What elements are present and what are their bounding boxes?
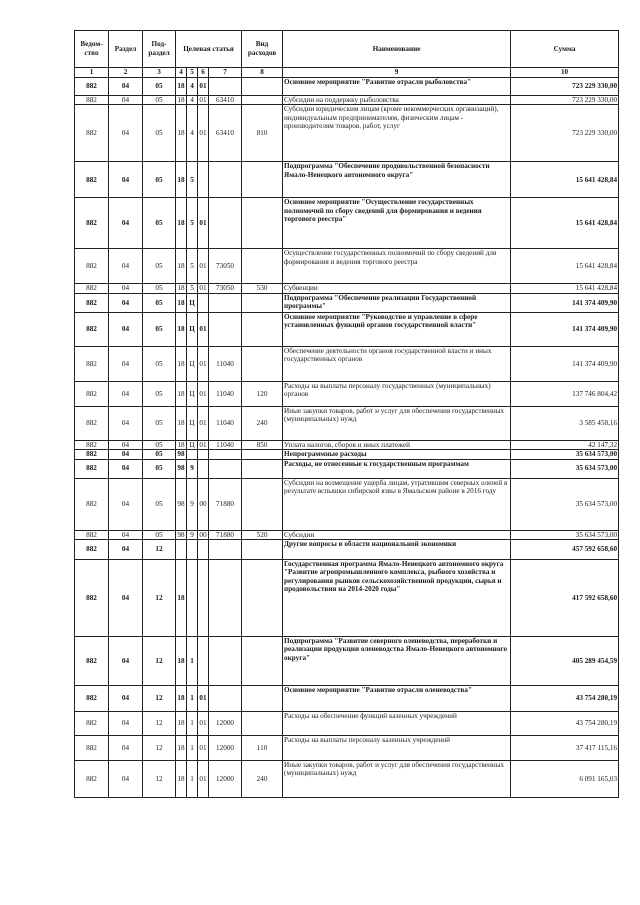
direction-cell: 12000 <box>209 712 242 736</box>
podrazdel-cell: 12 <box>143 686 176 712</box>
summa-cell: 137 746 804,42 <box>511 381 619 406</box>
event-cell: 01 <box>198 406 209 440</box>
program-cell: 18 <box>176 712 187 736</box>
table-row <box>75 284 619 293</box>
summa-cell: 15 641 428,84 <box>511 249 619 284</box>
naimenovanie-cell: Субсидии <box>283 530 511 539</box>
program-cell: 18 <box>176 162 187 198</box>
summa-cell: 15 641 428,84 <box>511 198 619 249</box>
vid-raskhodov-cell: 120 <box>242 381 283 406</box>
vedomstvo-cell: 882 <box>75 686 109 712</box>
direction-cell: 73050 <box>209 249 242 284</box>
table-row <box>75 478 619 530</box>
subprogram-cell: 9 <box>187 459 198 478</box>
program-cell: 18 <box>177 284 185 293</box>
naimenovanie-cell: Расходы на выплаты персоналу государственных (муниципальных) органов <box>283 381 511 406</box>
summa-cell: 35 634 573,00 <box>511 530 619 539</box>
event-cell: 01 <box>198 736 209 761</box>
column-index: 2 <box>109 68 143 78</box>
naimenovanie-cell: Другие вопросы в области национальной экономики <box>283 540 511 560</box>
vid-raskhodov-cell <box>242 478 283 530</box>
table-row <box>75 459 619 478</box>
podrazdel-cell: 12 <box>143 736 176 761</box>
column-index: 4 <box>176 68 187 78</box>
podrazdel-cell: 05 <box>143 450 176 459</box>
podrazdel-cell: 05 <box>143 284 176 293</box>
vedomstvo-cell: 882 <box>75 162 109 198</box>
razdel-cell: 04 <box>109 381 143 406</box>
column-index-row <box>75 68 619 78</box>
vid-raskhodov-cell <box>242 686 283 712</box>
direction-cell: 63410 <box>209 105 242 162</box>
naimenovanie-cell: Подпрограмма "Обеспечение продовольственной безопасности Ямало-Ненецкого автономного округа" <box>283 162 511 198</box>
table-row <box>75 162 619 198</box>
naimenovanie-cell: Иные закупки товаров, работ и услуг для обеспечения государственных (муниципальных) нужд <box>283 406 511 440</box>
column-index: 10 <box>511 68 619 78</box>
subprogram-cell: 9 <box>187 530 198 539</box>
podrazdel-cell: 12 <box>143 540 176 560</box>
direction-cell: 11040 <box>209 440 242 449</box>
razdel-cell: 04 <box>109 312 143 346</box>
razdel-cell: 04 <box>109 637 143 686</box>
podrazdel-cell: 05 <box>143 440 176 449</box>
podrazdel-cell: 05 <box>143 406 176 440</box>
header-razdel: Раздел <box>109 31 143 68</box>
razdel-cell: 04 <box>109 530 143 539</box>
naimenovanie-cell: Субсидии на поддержку рыболовства <box>283 96 511 105</box>
table-row <box>75 381 619 406</box>
podrazdel-cell: 05 <box>143 346 176 381</box>
vid-raskhodov-cell <box>242 459 283 478</box>
subprogram-cell: 5 <box>187 249 198 284</box>
event-cell: 01 <box>198 105 209 162</box>
direction-cell <box>209 686 242 712</box>
event-cell <box>198 162 209 198</box>
podrazdel-cell: 05 <box>143 381 176 406</box>
program-cell: 18 <box>176 736 187 761</box>
razdel-cell: 04 <box>109 440 143 449</box>
summa-cell: 15 641 428,84 <box>511 162 619 198</box>
subprogram-cell: 1 <box>187 637 198 686</box>
program-cell: 18 <box>176 560 187 637</box>
direction-cell <box>209 293 242 312</box>
table-row <box>75 78 619 96</box>
subprogram-cell: 4 <box>187 96 198 105</box>
vedomstvo-cell: 882 <box>75 312 109 346</box>
direction-cell: 11040 <box>209 381 242 406</box>
table-header-row <box>75 31 619 68</box>
summa-cell: 15 641 428,84 <box>511 284 619 293</box>
summa-cell: 43 754 280,19 <box>511 712 619 736</box>
program-cell: 18 <box>176 105 187 162</box>
podrazdel-cell: 05 <box>143 459 176 478</box>
vedomstvo-cell: 882 <box>75 284 109 293</box>
event-cell <box>198 293 209 312</box>
naimenovanie-cell: Основное мероприятие "Осуществление государственных полномочий по сбору сведений для формирования и ведения торгового реестра" <box>283 198 511 249</box>
razdel-cell: 04 <box>109 284 143 293</box>
podrazdel-cell: 12 <box>143 712 176 736</box>
naimenovanie-cell: Субсидии юридическим лицам (кроме некоммерческих организаций), индивидуальным предпринимателям, физическим лицам - производителям товаров, работ, услуг <box>283 105 511 162</box>
podrazdel-cell: 12 <box>143 560 176 637</box>
program-cell: 18 <box>176 637 187 686</box>
vid-raskhodov-cell: 240 <box>242 406 283 440</box>
direction-cell: 71880 <box>209 478 242 530</box>
podrazdel-cell: 05 <box>143 293 176 312</box>
column-index: 8 <box>242 68 283 78</box>
podrazdel-cell: 05 <box>143 530 176 539</box>
event-cell: 00 <box>198 478 209 530</box>
event-cell: 01 <box>198 381 209 406</box>
table-row <box>75 761 619 798</box>
header-vedomstvo: Ведом-ство <box>75 31 109 68</box>
event-cell: 01 <box>198 78 209 96</box>
vedomstvo-cell: 882 <box>75 478 109 530</box>
vedomstvo-cell: 882 <box>75 450 109 459</box>
table-row <box>75 736 619 761</box>
table-row <box>75 530 619 539</box>
naimenovanie-cell: Обеспечение деятельности органов государственной власти и иных государственных органов <box>283 346 511 381</box>
vid-raskhodov-cell: 810 <box>242 105 283 162</box>
program-cell: 18 <box>176 346 187 381</box>
table-row <box>75 406 619 440</box>
event-cell: 01 <box>198 249 209 284</box>
program-cell: 18 <box>177 440 185 449</box>
vedomstvo-cell: 882 <box>75 293 109 312</box>
vedomstvo-cell: 882 <box>75 459 109 478</box>
direction-cell: 63410 <box>209 96 242 105</box>
razdel-cell: 04 <box>109 686 143 712</box>
program-cell: 18 <box>176 686 187 712</box>
vid-raskhodov-cell: 520 <box>242 530 283 539</box>
subprogram-cell: 5 <box>187 198 198 249</box>
vedomstvo-cell: 882 <box>75 712 109 736</box>
table-row <box>75 96 619 105</box>
summa-cell: 37 417 115,16 <box>511 736 619 761</box>
podrazdel-cell: 05 <box>143 198 176 249</box>
summa-cell: 35 634 573,00 <box>511 478 619 530</box>
program-cell: 18 <box>176 761 187 798</box>
podrazdel-cell: 05 <box>143 78 176 96</box>
razdel-cell: 04 <box>109 540 143 560</box>
vedomstvo-cell: 882 <box>75 381 109 406</box>
event-cell: 01 <box>199 284 207 293</box>
table-row <box>75 346 619 381</box>
table-row <box>75 686 619 712</box>
podrazdel-cell: 05 <box>143 96 176 105</box>
column-index: 6 <box>198 68 209 78</box>
column-index: 3 <box>143 68 176 78</box>
vedomstvo-cell: 882 <box>75 637 109 686</box>
razdel-cell: 04 <box>109 560 143 637</box>
vid-raskhodov-cell <box>242 78 283 96</box>
header-podrazdel: Под-раздел <box>143 31 176 68</box>
vedomstvo-cell: 882 <box>75 736 109 761</box>
event-cell: 00 <box>199 530 207 539</box>
summa-cell: 723 229 330,00 <box>511 105 619 162</box>
direction-cell <box>209 198 242 249</box>
vid-raskhodov-cell <box>242 540 283 560</box>
razdel-cell: 04 <box>109 78 143 96</box>
event-cell <box>198 450 209 459</box>
razdel-cell: 04 <box>109 761 143 798</box>
subprogram-cell: 5 <box>187 284 198 293</box>
vid-raskhodov-cell <box>242 198 283 249</box>
direction-cell <box>209 637 242 686</box>
direction-cell: 73050 <box>209 284 242 293</box>
event-cell: 01 <box>199 96 207 104</box>
subprogram-cell: 1 <box>187 761 198 798</box>
header-vid-raskhodov: Вид расходов <box>242 31 283 68</box>
podrazdel-cell: 05 <box>143 105 176 162</box>
direction-cell: 71880 <box>209 530 242 539</box>
event-cell: 01 <box>198 686 209 712</box>
vid-raskhodov-cell <box>242 162 283 198</box>
header-tselevaya-statya: Целевая статья <box>176 31 242 68</box>
table-row <box>75 293 619 312</box>
column-index: 1 <box>75 68 109 78</box>
summa-cell: 43 754 280,19 <box>511 686 619 712</box>
summa-cell: 3 585 458,16 <box>511 406 619 440</box>
event-cell <box>198 560 209 637</box>
direction-cell: 11040 <box>209 346 242 381</box>
table-row <box>75 198 619 249</box>
summa-cell: 35 634 573,00 <box>511 450 619 459</box>
program-cell: 18 <box>176 381 187 406</box>
subprogram-cell: Ц <box>187 406 198 440</box>
event-cell: 01 <box>198 346 209 381</box>
vedomstvo-cell: 882 <box>75 440 109 449</box>
direction-cell <box>209 560 242 637</box>
vedomstvo-cell: 882 <box>75 530 109 539</box>
vid-raskhodov-cell: 850 <box>242 440 283 449</box>
table-row <box>75 450 619 459</box>
vid-raskhodov-cell <box>242 712 283 736</box>
vedomstvo-cell: 882 <box>75 105 109 162</box>
vedomstvo-cell: 882 <box>75 761 109 798</box>
podrazdel-cell: 12 <box>143 761 176 798</box>
program-cell: 98 <box>176 478 187 530</box>
razdel-cell: 04 <box>109 162 143 198</box>
direction-cell <box>209 162 242 198</box>
vedomstvo-cell: 882 <box>75 540 109 560</box>
direction-cell <box>209 78 242 96</box>
subprogram-cell: 1 <box>187 686 198 712</box>
summa-cell: 723 229 330,00 <box>511 78 619 96</box>
razdel-cell: 04 <box>109 105 143 162</box>
event-cell <box>198 459 209 478</box>
vedomstvo-cell: 882 <box>75 560 109 637</box>
subprogram-cell: 9 <box>187 478 198 530</box>
subprogram-cell <box>187 560 198 637</box>
summa-cell: 417 592 658,60 <box>511 560 619 637</box>
program-cell: 18 <box>176 249 187 284</box>
vedomstvo-cell: 882 <box>75 96 109 105</box>
vid-raskhodov-cell <box>242 637 283 686</box>
razdel-cell: 04 <box>109 459 143 478</box>
razdel-cell: 04 <box>109 406 143 440</box>
event-cell <box>198 637 209 686</box>
event-cell: 01 <box>198 198 209 249</box>
naimenovanie-cell: Непрограммные расходы <box>283 450 511 459</box>
program-cell <box>176 540 187 560</box>
column-index: 5 <box>187 68 198 78</box>
program-cell: 98 <box>176 459 187 478</box>
table-row <box>75 249 619 284</box>
summa-cell: 141 374 409,90 <box>511 312 619 346</box>
event-cell: 01 <box>198 761 209 798</box>
vid-raskhodov-cell <box>242 312 283 346</box>
summa-cell: 141 374 409,90 <box>511 293 619 312</box>
column-index: 9 <box>283 68 511 78</box>
podrazdel-cell: 05 <box>143 478 176 530</box>
table-row <box>75 540 619 560</box>
podrazdel-cell: 05 <box>143 162 176 198</box>
table-row <box>75 560 619 637</box>
direction-cell <box>209 459 242 478</box>
subprogram-cell: Ц <box>187 346 198 381</box>
table-row <box>75 440 619 449</box>
event-cell: 01 <box>198 312 209 346</box>
header-summa: Сумма <box>511 31 619 68</box>
summa-cell: 6 091 165,03 <box>511 761 619 798</box>
naimenovanie-cell: Подпрограмма "Обеспечение реализации Государственной программы" <box>283 293 511 312</box>
vid-raskhodov-cell: 530 <box>242 284 283 293</box>
vedomstvo-cell: 882 <box>75 198 109 249</box>
podrazdel-cell: 05 <box>143 312 176 346</box>
vid-raskhodov-cell <box>242 450 283 459</box>
table-row <box>75 712 619 736</box>
subprogram-cell: Ц <box>187 312 198 346</box>
podrazdel-cell: 05 <box>143 249 176 284</box>
program-cell: 18 <box>176 78 187 96</box>
direction-cell: 12000 <box>209 736 242 761</box>
naimenovanie-cell: Расходы на выплаты персоналу казенных учреждений <box>283 736 511 761</box>
budget-table <box>74 30 619 798</box>
program-cell: 18 <box>176 198 187 249</box>
vedomstvo-cell: 882 <box>75 249 109 284</box>
summa-cell: 457 592 658,60 <box>511 540 619 560</box>
direction-cell <box>209 540 242 560</box>
naimenovanie-cell: Субвенции <box>283 284 511 293</box>
program-cell: 18 <box>176 406 187 440</box>
program-cell: 18 <box>176 312 187 346</box>
direction-cell: 12000 <box>209 761 242 798</box>
direction-cell <box>209 312 242 346</box>
vid-raskhodov-cell: 110 <box>242 736 283 761</box>
table-row <box>75 637 619 686</box>
naimenovanie-cell: Основное мероприятие "Развитие отрасли оленеводства" <box>283 686 511 712</box>
subprogram-cell: 4 <box>187 78 198 96</box>
vedomstvo-cell: 882 <box>75 406 109 440</box>
vid-raskhodov-cell <box>242 346 283 381</box>
razdel-cell: 04 <box>109 249 143 284</box>
razdel-cell: 04 <box>109 198 143 249</box>
razdel-cell: 04 <box>109 450 143 459</box>
naimenovanie-cell: Осуществление государственных полномочий по сбору сведений для формирования и ведения торгового реестра <box>283 249 511 284</box>
program-cell: 18 <box>176 293 187 312</box>
naimenovanie-cell: Расходы на обеспечение функций казенных учреждений <box>283 712 511 736</box>
razdel-cell: 04 <box>109 346 143 381</box>
direction-cell: 11040 <box>209 406 242 440</box>
summa-cell: 42 147,32 <box>511 440 619 449</box>
naimenovanie-cell: Государственная программа Ямало-Ненецкого автономного округа "Развитие агропромышленного комплекса, рыбного хозяйства и регулирования рынков сельскохозяйственной продукции, сырья и продовольствия на 2014-2020 годы" <box>283 560 511 637</box>
event-cell: 01 <box>199 440 207 449</box>
column-index: 7 <box>209 68 242 78</box>
naimenovanie-cell: Основное мероприятие "Руководство и управление в сфере установленных функций органов государственной власти" <box>283 312 511 346</box>
naimenovanie-cell: Уплата налогов, сборов и иных платежей <box>283 440 511 449</box>
subprogram-cell <box>187 450 198 459</box>
program-cell: 98 <box>177 530 185 539</box>
subprogram-cell: Ц <box>187 440 198 449</box>
table-row <box>75 105 619 162</box>
razdel-cell: 04 <box>109 478 143 530</box>
naimenovanie-cell: Расходы, не отнесенные к государственным программам <box>283 459 511 478</box>
summa-cell: 35 634 573,00 <box>511 459 619 478</box>
podrazdel-cell: 12 <box>143 637 176 686</box>
vedomstvo-cell: 882 <box>75 346 109 381</box>
direction-cell <box>209 450 242 459</box>
vid-raskhodov-cell <box>242 560 283 637</box>
vid-raskhodov-cell <box>242 293 283 312</box>
subprogram-cell: Ц <box>187 293 198 312</box>
naimenovanie-cell: Субсидии на возмещение ущерба лицам, утратившим северных оленей в результате вспышки сибирской язвы в Ямальском районе в 2016 году <box>283 478 511 530</box>
vid-raskhodov-cell: 240 <box>242 761 283 798</box>
subprogram-cell: 4 <box>187 105 198 162</box>
subprogram-cell: Ц <box>187 381 198 406</box>
razdel-cell: 04 <box>109 293 143 312</box>
program-cell: 98 <box>177 450 185 459</box>
table-row <box>75 312 619 346</box>
summa-cell: 405 289 454,59 <box>511 637 619 686</box>
razdel-cell: 04 <box>109 712 143 736</box>
razdel-cell: 04 <box>109 736 143 761</box>
header-naimenovanie: Наименование <box>283 31 511 68</box>
naimenovanie-cell: Иные закупки товаров, работ и услуг для обеспечения государственных (муниципальных) нужд <box>283 761 511 798</box>
summa-cell: 141 374 409,90 <box>511 346 619 381</box>
vedomstvo-cell: 882 <box>75 78 109 96</box>
subprogram-cell <box>187 540 198 560</box>
vid-raskhodov-cell <box>242 249 283 284</box>
summa-cell: 723 229 330,00 <box>511 96 619 105</box>
program-cell: 18 <box>177 96 185 104</box>
naimenovanie-cell: Основное мероприятие "Развитие отрасли рыболовства" <box>283 78 511 96</box>
event-cell: 01 <box>198 712 209 736</box>
vid-raskhodov-cell <box>242 96 283 105</box>
naimenovanie-cell: Подпрограмма "Развитие северного оленеводства, переработки и реализации продукции оленеводства Ямало-Ненецкого автономного округа" <box>283 637 511 686</box>
razdel-cell: 04 <box>109 96 143 105</box>
subprogram-cell: 5 <box>187 162 198 198</box>
subprogram-cell: 1 <box>187 712 198 736</box>
event-cell <box>198 540 209 560</box>
subprogram-cell: 1 <box>187 736 198 761</box>
